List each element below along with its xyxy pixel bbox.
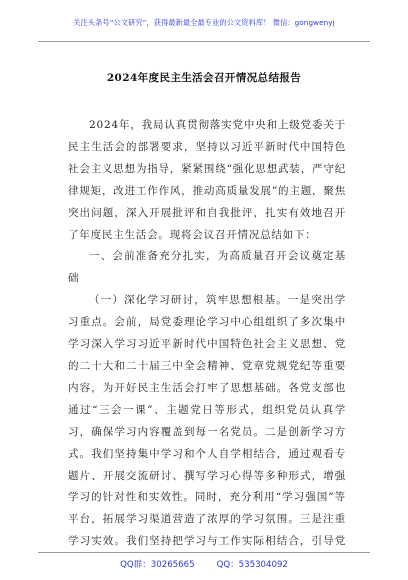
footer-divider (38, 552, 370, 553)
header-banner: 关注头条号“公文研究”，获得最新最全最专业的公文资料库！ 微信：gongwenyj (73, 18, 335, 27)
body-paragraph-study: （一）深化学习研讨，筑牢思想根基。一是突出学习重点。会前，局党委理论学习中心组组织了多次集中学习深入学习习近平新时代中国特色社会主义思想、党的二十大和二十届三中全会精神、党章党规党纪等重要内容，为开好民主生活会打牢了思想基础。各党支部也通过“三会一课”、主题党日等形式，组织党员认真学习，确保学习内容覆盖到每一名党员。二是创新学习方式。我们坚持集中学习和个人自学相结合，通过观看专题片、开展交流研讨、撰写学习心得等多种形式，增强学习的针对性和实效性。同时，充分利用“学习强国”等平台，拓展学习渠道营造了浓厚的学习氛围。三是注重学习实效。我们坚持把学习与工作实际相结合，引导党 (68, 294, 346, 547)
body-paragraph-intro: 2024年，我局认真贯彻落实党中央和上级党委关于民主生活会的部署要求，坚持以习近平新时代中国特色社会主义思想为指导，紧紧围绕“强化思想武装，严守纪律规矩，改进工作作风，推动高质量发展”的主题，聚焦突出问题，深入开展批评和自我批评，扎实有效地召开了年度民主生活会。现将会议召开情况总结如下： (68, 119, 346, 241)
footer-contact (0, 558, 408, 570)
header-divider (38, 41, 370, 42)
section-heading-1: 一、会前准备充分扎实，为高质量召开会议奠定基础 (68, 250, 346, 285)
footer-qq-group: QQ群：30265665 (120, 560, 195, 570)
footer-qq-number: QQ：535304092 (216, 560, 288, 570)
document-title: 2024年度民主生活会召开情况总结报告 (106, 72, 302, 84)
document-body (68, 115, 346, 547)
